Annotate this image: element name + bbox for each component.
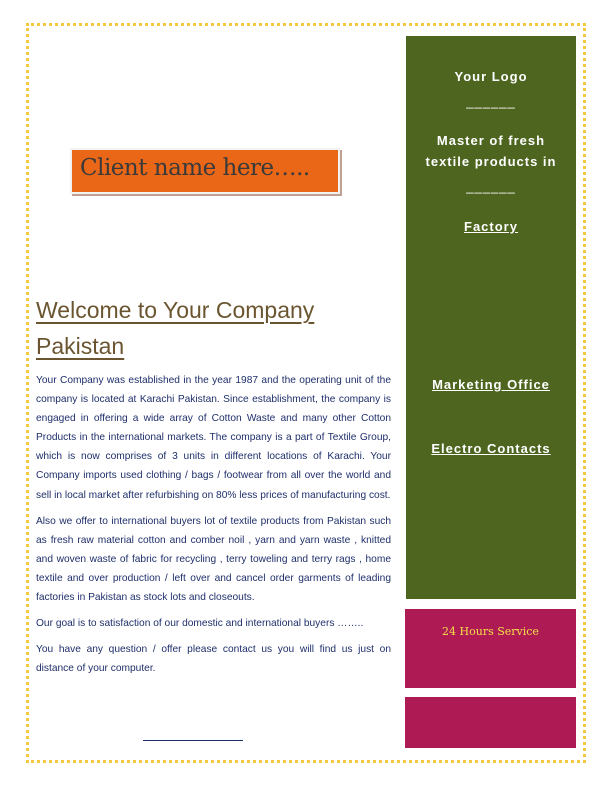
- electro-contacts-link[interactable]: Electro Contacts: [431, 441, 551, 456]
- divider: ______: [466, 179, 516, 194]
- sidebar-panel: [406, 36, 576, 599]
- service-text: 24 Hours Service: [442, 625, 539, 638]
- paragraph: Also we offer to international buyers lot of textile products from Pakistan such as fresh raw material cotton and comber noil , yarn and yarn waste , knitted and woven waste of fabric for recycling , terry toweling and terry rags , home textile and over production / left over and cancel order garments of leading factories in Pakistan as stock lots and closeouts.: [36, 515, 391, 604]
- service-box: [405, 609, 576, 688]
- body-text: [36, 371, 391, 685]
- client-name-box: [70, 148, 340, 194]
- paragraph: Our goal is to satisfaction of our domestic and international buyers ……..: [36, 618, 364, 630]
- paragraph: You have any question / offer please contact us you will find us just on distance of your computer.: [36, 644, 391, 675]
- paragraph: Your Company was established in the year 1987 and the operating unit of the company is located at Karachi Pakistan. Since establishment, the company is engaged in offering a wide array of Cotton Waste and many other Cotton Products in the international markets. The company is a part of Textile Group, which is now comprises of 3 units in different locations of Karachi. Your Company imports used clothing / bags / footwear from all over the world and sell in local market after refurbishing on 80% less prices of manufacturing cost.: [36, 375, 391, 501]
- title-line-1: Welcome to Your Company: [36, 297, 315, 323]
- tagline-2: textile products in: [425, 154, 557, 169]
- client-name: Client name here…..: [80, 155, 310, 181]
- divider: ______: [466, 94, 516, 109]
- tagline-1: Master of fresh: [436, 133, 546, 148]
- title-line-2: Pakistan: [36, 333, 125, 359]
- factory-link[interactable]: Factory: [464, 219, 518, 234]
- page-title: [36, 292, 366, 364]
- marketing-office-link[interactable]: Marketing Office: [432, 377, 550, 392]
- signature-line: [143, 740, 243, 741]
- footer-box: [405, 697, 576, 748]
- logo-text: Your Logo: [454, 69, 528, 84]
